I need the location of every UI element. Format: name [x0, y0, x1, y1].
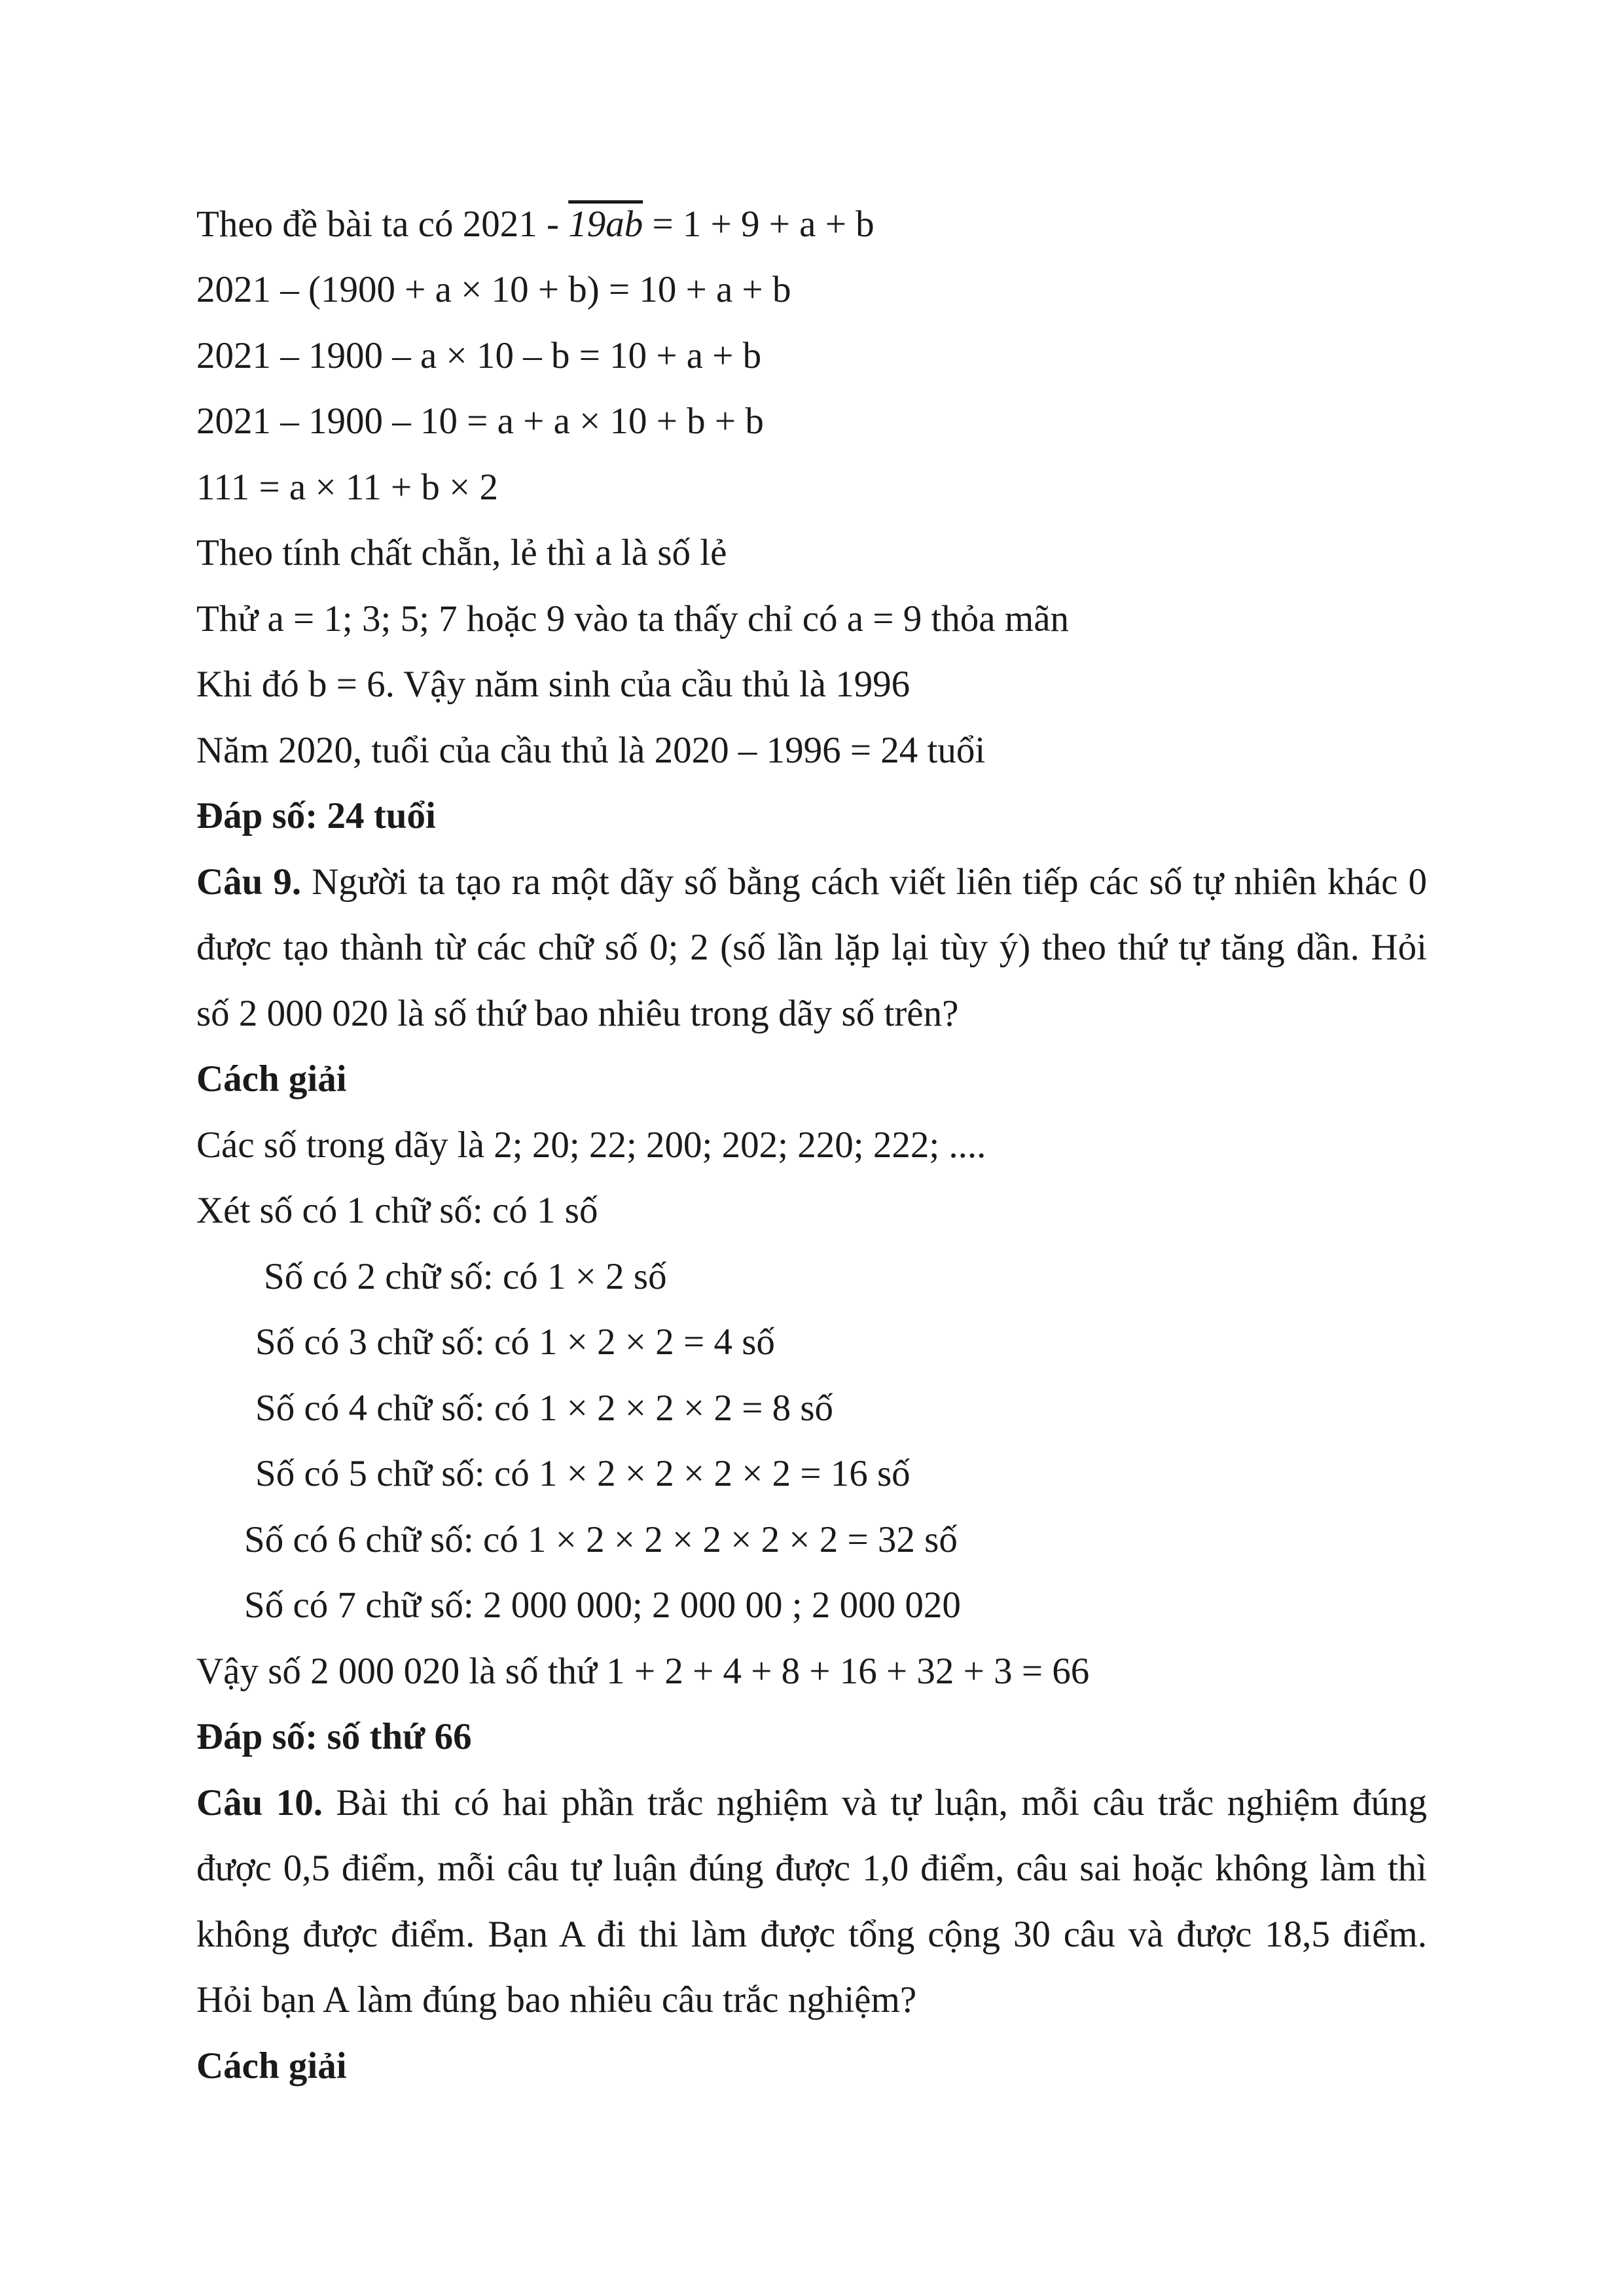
question-10-line-4: Hỏi bạn A làm đúng bao nhiêu câu trắc nghiệm? — [196, 1979, 917, 2020]
solution-line-1-digit: Xét số có 1 chữ số: có 1 số — [196, 1190, 598, 1231]
solution-line-4-digit: Số có 4 chữ số: có 1 × 2 × 2 × 2 = 8 số — [255, 1388, 834, 1429]
solution-line-7-digit: Số có 7 chữ số: 2 000 000; 2 000 00 ; 2 000 020 — [244, 1585, 961, 1626]
solution-heading-q10: Cách giải — [196, 2045, 347, 2087]
equation-line-4: 2021 – 1900 – 10 = a + a × 10 + b + b — [196, 401, 764, 442]
text-line-birth-year: Khi đó b = 6. Vậy năm sinh của cầu thủ là 1996 — [196, 664, 911, 705]
question-9-label: Câu 9. — [196, 861, 302, 903]
overlined-number: 19ab — [568, 204, 643, 245]
question-10-line-1: Câu 10. Bài thi có hai phần trắc nghiệm và tự luận, mỗi câu trắc nghiệm đúng — [196, 1782, 1427, 1823]
question-10-label: Câu 10. — [196, 1782, 323, 1823]
text-line-trial: Thử a = 1; 3; 5; 7 hoặc 9 vào ta thấy chỉ có a = 9 thỏa mãn — [196, 598, 1069, 639]
answer-q8: Đáp số: 24 tuổi — [196, 795, 436, 836]
question-9-line-1: Câu 9. Người ta tạo ra một dãy số bằng cách viết liên tiếp các số tự nhiên khác 0 — [196, 861, 1427, 903]
question-9-line-2: được tạo thành từ các chữ số 0; 2 (số lần lặp lại tùy ý) theo thứ tự tăng dần. Hỏi — [196, 927, 1427, 968]
answer-q9: Đáp số: số thứ 66 — [196, 1716, 472, 1757]
question-10-line-2: được 0,5 điểm, mỗi câu tự luận đúng được 1,0 điểm, câu sai hoặc không làm thì — [196, 1848, 1427, 1889]
solution-line-2-digit: Số có 2 chữ số: có 1 × 2 số — [264, 1256, 667, 1297]
question-10-line-3: không được điểm. Bạn A đi thi làm được tổng cộng 30 câu và được 18,5 điểm. — [196, 1914, 1427, 1955]
equation-line-2: 2021 – (1900 + a × 10 + b) = 10 + a + b — [196, 269, 791, 310]
solution-line-3-digit: Số có 3 chữ số: có 1 × 2 × 2 = 4 số — [255, 1321, 775, 1363]
equation-line-5: 111 = a × 11 + b × 2 — [196, 467, 499, 508]
text-line-parity: Theo tính chất chẵn, lẻ thì a là số lẻ — [196, 532, 727, 573]
question-9-line-3: số 2 000 020 là số thứ bao nhiêu trong dãy số trên? — [196, 993, 959, 1034]
equation-line-1: Theo đề bài ta có 2021 - 19ab = 1 + 9 + a + b — [196, 204, 875, 245]
solution-line-5-digit: Số có 5 chữ số: có 1 × 2 × 2 × 2 × 2 = 16 số — [255, 1453, 911, 1494]
text-line-age: Năm 2020, tuổi của cầu thủ là 2020 – 1996 = 24 tuổi — [196, 730, 986, 771]
solution-line-conclusion: Vậy số 2 000 020 là số thứ 1 + 2 + 4 + 8 + 16 + 32 + 3 = 66 — [196, 1651, 1090, 1692]
equation-line-3: 2021 – 1900 – a × 10 – b = 10 + a + b — [196, 335, 762, 376]
solution-line-6-digit: Số có 6 chữ số: có 1 × 2 × 2 × 2 × 2 × 2 = 32 số — [244, 1519, 958, 1560]
solution-line-sequence: Các số trong dãy là 2; 20; 22; 200; 202; 220; 222; .... — [196, 1124, 986, 1166]
solution-heading-q9: Cách giải — [196, 1058, 347, 1100]
